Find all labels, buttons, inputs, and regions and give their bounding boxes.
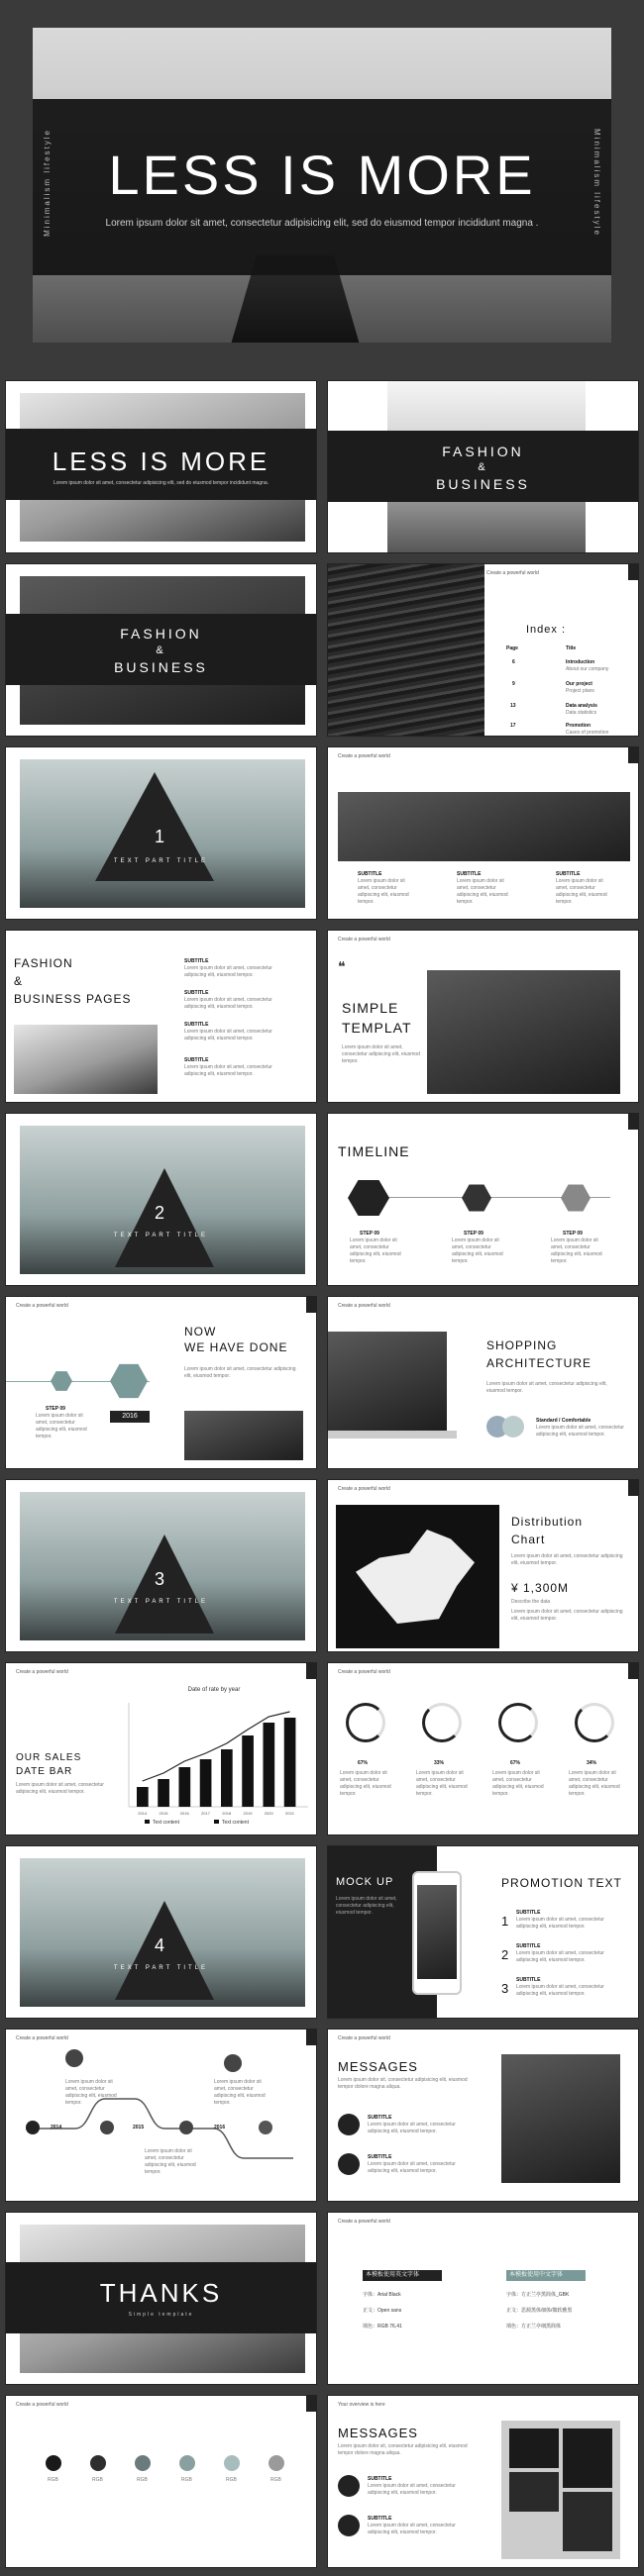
percent: 33% [434,1760,445,1766]
text: Lorem ipsum dolor sit amet, consectetur adipiscing elit, eiusmod tempor. [342,1044,420,1064]
circle-c [502,1416,524,1437]
title-line2: Chart [511,1533,546,1546]
thanks-subtitle: Simple template [128,2312,194,2318]
slide-percent-circles[interactable] [327,1662,639,1835]
subtitle: SUBTITLE [516,1977,541,1983]
x-tick-label: 2016 [179,1811,189,1816]
index-item-title: Promotion [566,723,590,729]
slide-part-4[interactable] [5,1845,317,2019]
subtitle: SUBTITLE [368,2115,392,2121]
index-page: 17 [510,723,516,729]
subtitle: SUBTITLE [184,1022,209,1028]
text: Lorem ipsum dolor sit amet, consectetur adipiscing elit, eiusmod tempor. [36,1413,87,1439]
hero-band [33,99,611,275]
num: 1 [501,1914,510,1929]
slide-helicopter[interactable] [327,746,639,920]
paw-icon [422,1703,462,1742]
crumb: Create a powerful world [16,1303,68,1309]
subtitle: SUBTITLE [184,958,209,964]
text: Lorem ipsum dolor sit amet, consectetur adipiscing elit, eiusmod tempor. [416,1770,468,1797]
text: Lorem ipsum dolor sit amet, consectetur adipiscing elit, eiusmod tempor. [486,1381,607,1394]
subtitle: SUBTITLE [358,871,382,877]
slide-sales-bar[interactable] [5,1662,317,1835]
slide-part-1[interactable] [5,746,317,920]
wechat-icon [498,1703,538,1742]
legend2: Text content [222,1820,249,1826]
subtitle: SUBTITLE [368,2476,392,2482]
hero-side-text-right: Minimalism lifestyle [592,129,601,237]
col-page: Page [506,645,518,651]
slide-timeline[interactable] [327,1113,639,1286]
year: 2015 [133,2125,145,2130]
title-line1: SHOPPING [486,1338,558,1352]
slide-title: LESS IS MORE [52,446,270,476]
slide-title-line2: & [478,461,488,473]
crumb: Create a powerful world [16,2402,68,2408]
hero-subtitle: Lorem ipsum dolor sit amet, consectetur adipisicing elit, sed do eiusmod tempor incididunt magna . [105,218,539,229]
home-icon [51,1370,72,1392]
text: Lorem ipsum dolor sit amet, consectetur adipiscing elit, eiusmod tempor. [368,2483,456,2496]
swatch [224,2455,240,2471]
slide-title-line3: BUSINESS [114,659,208,675]
dollar-icon [259,2121,272,2134]
car-icon [100,2121,114,2134]
year: 2016 [214,2125,226,2130]
subtitle: SUBTITLE [184,990,209,996]
person-icon [26,2121,40,2134]
bar [200,1759,212,1807]
index-page: 9 [512,681,515,687]
slide-shopping-architecture[interactable] [327,1296,639,1469]
slide-part-3[interactable] [5,1479,317,1652]
text: Lorem ipsum dolor sit, consectetur adipisicing elit, eiusmod tempor dolore magna aliqua. [338,2077,468,2090]
globe-icon [338,2114,360,2135]
index-item-sub: Cases of promotion [566,730,609,736]
text: Lorem ipsum dolor sit amet, consectetur adipiscing elit, eiusmod tempor. [556,878,607,905]
slide-part-2[interactable] [5,1113,317,1286]
slide-now-we-have-done[interactable] [5,1296,317,1469]
index-page: 6 [512,659,515,665]
index-item-title: Our project [566,681,592,687]
text: Lorem ipsum dolor sit, consectetur adipisicing elit, eiusmod tempor dolore magna aliqua. [338,2443,468,2456]
head-icon [561,1183,590,1213]
font-row: 字体：Arial Black [363,2292,401,2298]
slide-messages-1[interactable] [327,2029,639,2202]
text: Lorem ipsum dolor sit amet, consectetur adipiscing elit, eiusmod tempor. [511,1553,623,1566]
hero-slide [33,28,611,343]
x-tick-label: 2014 [138,1811,148,1816]
crumb: Create a powerful world [338,1486,390,1492]
lightbulb-icon [348,1178,389,1218]
title-line1: FASHION [14,956,73,970]
text: Lorem ipsum dolor sit amet, consectetur adipiscing elit, eiusmod tempor. [184,965,272,978]
slide-mockup-promotion[interactable] [327,1845,639,2019]
text: Lorem ipsum dolor sit amet, consectetur adipiscing elit, eiusmod tempor. [516,1950,604,1963]
person-icon [338,2153,360,2175]
title-line1: SIMPLE [342,1000,399,1016]
text: Lorem ipsum dolor sit amet, consectetur adipiscing elit, eiusmod tempor. [569,1770,620,1797]
bar [284,1718,296,1807]
chart-icon [65,2049,83,2067]
swatch-label: RGB [92,2477,103,2483]
slide-fashion-business-2[interactable] [5,563,317,737]
gear-icon [462,1183,491,1213]
bar [137,1787,149,1807]
bar [264,1723,275,1807]
font-row: 正文：思源黑体细体/微软雅黑 [506,2308,573,2314]
text: Lorem ipsum dolor sit amet, consectetur adipiscing elit, eiusmod tempor. [452,1238,503,1264]
part-title: TEXT PART TITLE [113,1599,209,1605]
percent: 67% [358,1760,369,1766]
step: STEP 09 [46,1406,65,1412]
part-title: TEXT PART TITLE [113,1233,209,1238]
title-line1: Distribution [511,1515,584,1529]
swatch [179,2455,195,2471]
swatch [135,2455,151,2471]
swatch-label: RGB [137,2477,148,2483]
text: Lorem ipsum dolor sit amet, consectetur adipiscing elit, eiusmod tempor. [536,1425,624,1437]
slide-simple-templat[interactable]: Create a powerful world ❝ SIMPLE TEMPLAT Lorem ipsum dolor sit amet, consectetur adipiscing elit, eiusmod tempor. [327,930,639,1103]
title-line3: BUSINESS PAGES [14,992,132,1006]
title-line2: ARCHITECTURE [486,1356,592,1370]
person-icon [110,1362,148,1400]
crumb: Your overview is here [338,2402,385,2408]
slide-title-line2: & [156,644,166,656]
text: Lorem ipsum dolor sit amet, consectetur adipiscing elit, eiusmod tempor. [340,1770,391,1797]
slide-index[interactable] [327,563,639,737]
index-title: Index : [526,624,567,636]
timeline-title: TIMELINE [338,1143,410,1159]
text: Lorem ipsum dolor sit amet, consectetur adipiscing elit, eiusmod tempor. [65,2079,117,2106]
part-title: TEXT PART TITLE [113,1965,209,1971]
font-row: 填色：方正兰亭细黑简体 [506,2324,562,2329]
text: Lorem ipsum dolor sit amet, consectetur adipiscing elit, eiusmod tempor. [516,1984,604,1997]
bar [179,1767,191,1807]
title-line1: OUR SALES [16,1752,82,1763]
text: Lorem ipsum dolor sit amet, consectetur adipiscing elit, eiusmod tempor. [214,2079,266,2106]
subtitle: SUBTITLE [556,871,581,877]
font-header-cn: 本模板使用中文字体 [506,2270,586,2281]
crumb: Create a powerful world [486,570,539,576]
globe-icon [338,2475,360,2497]
percent: 67% [510,1760,521,1766]
mockup-title: MOCK UP [336,1876,394,1888]
swatch [46,2455,61,2471]
num: 2 [501,1947,510,1962]
bar [242,1735,254,1807]
value: ¥ 1,300M [511,1581,570,1595]
index-item-sub: Project plans [566,688,594,694]
title-line2: WE HAVE DONE [184,1340,288,1354]
year-badge: 2016 [110,1411,150,1423]
qq-icon [575,1703,614,1742]
subtitle: SUBTITLE [516,1943,541,1949]
font-row: 正文：Open sans [363,2308,402,2314]
messages-title: MESSAGES [338,2426,418,2440]
slide-title-line3: BUSINESS [436,476,530,492]
col-title: Title [566,645,577,651]
text: Lorem ipsum dolor sit amet, consectetur adipiscing elit, eiusmod tempor. [358,878,409,905]
map-panel [336,1505,499,1648]
text: Lorem ipsum dolor sit amet, consectetur adipiscing elit, eiusmod tempor. [457,878,508,905]
text: Lorem ipsum dolor sit amet, consectetur adipiscing elit, eiusmod tempor. [368,2523,456,2535]
money-icon [224,2054,242,2072]
slide-distribution-chart[interactable] [327,1479,639,1652]
china-map [356,1530,475,1624]
x-tick-label: 2020 [264,1811,273,1816]
step: STEP 09 [360,1231,379,1237]
font-row: 字体：方正兰亭黑简体_GBK [506,2292,570,2298]
crumb: Create a powerful world [338,1669,390,1675]
weibo-icon [346,1703,385,1742]
slide-title-line1: FASHION [120,626,202,642]
swatch-label: RGB [48,2477,58,2483]
promotion-title: PROMOTION TEXT [501,1876,622,1890]
gear-icon [179,2121,193,2134]
text: Lorem ipsum dolor sit amet, consectetur adipiscing elit, eiusmod tempor. [145,2148,196,2175]
slide-subtitle: Lorem ipsum dolor sit amet, consectetur adipisicing elit, sed do eiusmod tempor incididunt magna. [53,480,269,486]
slide-year-timeline[interactable] [5,2029,317,2202]
index-item-title: Data analysis [566,703,597,709]
hero-side-text-left: Minimalism lifestyle [43,129,52,237]
slide-thanks[interactable] [5,2212,317,2385]
title-line2: TEMPLAT [342,1020,412,1036]
index-item-title: Introduction [566,659,595,665]
standard-label: Standard / Comfortable [536,1418,591,1424]
slide-title-line1: FASHION [442,444,524,459]
crumb: Create a powerful world [338,2219,390,2225]
part-title: TEXT PART TITLE [113,858,209,864]
text: Lorem ipsum dolor sit amet, consectetur adipiscing elit, eiusmod tempor. [350,1238,401,1264]
slide-font-info[interactable] [327,2212,639,2385]
title-line2: & [14,974,24,988]
text: Lorem ipsum dolor sit amet, consectetur adipiscing elit, eiusmod tempor. [516,1917,604,1930]
num: 3 [501,1981,510,1996]
slide-fashion-business-1[interactable] [327,380,639,553]
swatch-label: RGB [270,2477,281,2483]
text: Lorem ipsum dolor sit amet, consectetur adipiscing elit, eiusmod tempor. [16,1782,104,1795]
font-row: 填色：RGB 76,41 [363,2324,402,2329]
crumb: Create a powerful world [16,2035,68,2041]
subtitle: SUBTITLE [457,871,482,877]
crumb: Create a powerful world [338,753,390,759]
bar-chart [115,1683,313,1832]
messages-title: MESSAGES [338,2059,418,2074]
font-header-en: 本模板使用英文字体 [363,2270,442,2281]
part-number: 1 [154,827,167,846]
person-icon [338,2515,360,2536]
chart-title: Date of rate by year [187,1687,241,1693]
hero-title: LESS IS MORE [108,144,536,206]
phone-mockup [412,1871,462,1995]
x-tick-label: 2015 [159,1811,168,1816]
text: Lorem ipsum dolor sit amet, consectetur adipiscing elit, eiusmod tempor. [184,1029,272,1041]
title-line2: DATE BAR [16,1766,73,1777]
title-line1: NOW [184,1325,217,1338]
text: Lorem ipsum dolor sit amet, consectetur adipiscing elit, eiusmod tempor. [184,1366,296,1379]
part-number: 4 [154,1935,167,1955]
text: Lorem ipsum dolor sit amet, consectetur adipiscing elit, eiusmod tempor. [368,2122,456,2134]
crumb: Create a powerful world [16,1669,68,1675]
swatch-label: RGB [226,2477,237,2483]
swatch [268,2455,284,2471]
text: Lorem ipsum dolor sit amet, consectetur adipiscing elit, eiusmod tempor. [184,997,272,1010]
year: 2014 [51,2125,62,2130]
bar [158,1779,169,1807]
grid-panel [501,2421,620,2559]
crumb: Create a powerful world [338,2035,390,2041]
text: Lorem ipsum dolor sit amet, consectetur adipiscing elit, eiusmod tempor. [336,1896,397,1916]
bar [221,1749,233,1807]
slide-messages-2[interactable] [327,2395,639,2568]
thanks-title: THANKS [99,2278,223,2308]
x-tick-label: 2019 [243,1811,253,1816]
text: Lorem ipsum dolor sit amet, consectetur adipiscing elit, eiusmod tempor. [551,1238,602,1264]
x-tick-label: 2021 [285,1811,294,1816]
slide-fashion-business-pages[interactable] [5,930,317,1103]
percent: 34% [587,1760,597,1766]
desc: Describe the data [511,1599,551,1605]
subtitle: SUBTITLE [184,1057,209,1063]
step: STEP 09 [464,1231,483,1237]
subtitle: SUBTITLE [516,1910,541,1916]
index-item-sub: Data statistics [566,710,597,716]
step: STEP 09 [563,1231,583,1237]
subtitle: SUBTITLE [368,2516,392,2522]
slide-less-is-more[interactable] [5,380,317,553]
legend1: Text content [153,1820,179,1826]
swatch [90,2455,106,2471]
swatch-label: RGB [181,2477,192,2483]
x-tick-label: 2018 [222,1811,232,1816]
index-item-sub: About our company [566,666,609,672]
text: Lorem ipsum dolor sit amet, consectetur adipiscing elit, eiusmod tempor. [184,1064,272,1077]
slide-color-palette[interactable] [5,2395,317,2568]
subtitle: SUBTITLE [368,2154,392,2160]
x-tick-label: 2017 [201,1811,210,1816]
crumb: Create a powerful world [338,937,390,942]
text: Lorem ipsum dolor sit amet, consectetur adipiscing elit, eiusmod tempor. [368,2161,456,2174]
part-number: 2 [154,1203,167,1223]
part-number: 3 [154,1569,167,1589]
index-page: 13 [510,703,516,709]
crumb: Create a powerful world [338,1303,390,1309]
text: Lorem ipsum dolor sit amet, consectetur adipiscing elit, eiusmod tempor. [511,1609,623,1622]
text: Lorem ipsum dolor sit amet, consectetur adipiscing elit, eiusmod tempor. [492,1770,544,1797]
